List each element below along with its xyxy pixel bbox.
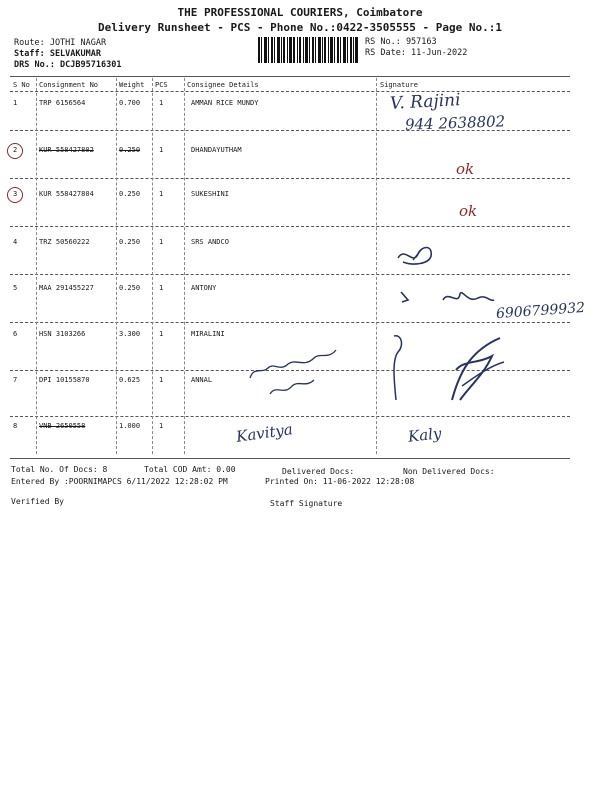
handwritten-ok-1: ok: [456, 160, 475, 178]
row-consignee: SRS ANDCO: [191, 238, 229, 246]
handwritten-phone-5: 6906799932: [495, 299, 586, 323]
row-weight: 0.250: [119, 190, 141, 198]
staff-label: Staff: SELVAKUMAR: [14, 49, 101, 59]
row-sno: 4: [13, 238, 18, 246]
col-header-signature: Signature: [380, 81, 418, 89]
printed-on: Printed On: 11-06-2022 12:28:08: [265, 477, 415, 486]
rs-number: RS No.: 957163: [365, 37, 437, 47]
column-divider: [376, 78, 377, 454]
barcode: [258, 37, 358, 63]
total-cod-amount: Total COD Amt: 0.00: [144, 465, 236, 474]
handwritten-signature-5: [398, 286, 498, 316]
column-divider: [36, 78, 37, 454]
delivered-docs: Delivered Docs:: [282, 467, 355, 476]
rs-date: RS Date: 11-Jun-2022: [365, 48, 468, 58]
handwritten-phone-1: 944 2638802: [404, 112, 506, 134]
verified-by: Verified By: [11, 497, 64, 506]
column-divider: [184, 78, 185, 454]
row-consignee: DHANDAYUTHAM: [191, 146, 242, 154]
row-sno: 2: [13, 146, 18, 154]
col-header-consignee: Consignee Details: [187, 81, 259, 89]
row-pcs: 1: [159, 238, 164, 246]
row-pcs: 1: [159, 190, 164, 198]
row-pcs: 1: [159, 376, 164, 384]
col-header-consignment: Consignment No: [39, 81, 99, 89]
route-label: Route: JOTHI NAGAR: [14, 38, 107, 48]
page-subtitle: Delivery Runsheet - PCS - Phone No.:0422-3505555 - Page No.:1: [98, 21, 502, 34]
row-divider: [10, 274, 570, 275]
row-consignment: TRZ 50560222: [39, 238, 90, 246]
row-consignee: MIRALINI: [191, 330, 225, 338]
column-divider: [116, 78, 117, 454]
row-consignment: VNB 2650558: [39, 422, 86, 430]
row-sno: 6: [13, 330, 18, 338]
row-consignment: KUR 558427802: [39, 146, 94, 154]
row-divider: [10, 322, 570, 323]
row-sno: 3: [13, 190, 18, 198]
handwritten-name-8: Kavitya: [235, 420, 294, 446]
handwritten-signature-7: [380, 330, 510, 410]
row-weight: 0.700: [119, 99, 141, 107]
column-divider: [152, 78, 153, 454]
handwritten-ok-2: ok: [459, 202, 478, 220]
row-pcs: 1: [159, 422, 164, 430]
handwritten-signature-1: V. Rajini: [389, 90, 462, 114]
table-header-divider: [10, 91, 570, 92]
col-header-weight: Weight: [119, 81, 145, 89]
page-title: THE PROFESSIONAL COURIERS, Coimbatore: [177, 6, 423, 19]
row-weight: 1.000: [119, 422, 141, 430]
row-weight: 0.250: [119, 238, 141, 246]
row-weight: 3.300: [119, 330, 141, 338]
entered-by: Entered By :POORNIMAPCS 6/11/2022 12:28:02 PM: [11, 477, 228, 486]
row-pcs: 1: [159, 146, 164, 154]
row-sno: 7: [13, 376, 18, 384]
row-divider: [10, 416, 570, 417]
total-docs: Total No. Of Docs: 8: [11, 465, 108, 474]
col-header-pcs: PCS: [155, 81, 168, 89]
row-consignment: KUR 558427804: [39, 190, 94, 198]
row-divider: [10, 226, 570, 227]
table-bottom-border: [10, 458, 570, 459]
row-pcs: 1: [159, 284, 164, 292]
col-header-sno: S No: [13, 81, 30, 89]
staff-signature-label: Staff Signature: [270, 499, 343, 508]
row-consignment: TRP 6156564: [39, 99, 86, 107]
handwritten-note-annal: [244, 338, 344, 404]
row-consignment: HSN 3103266: [39, 330, 86, 338]
row-pcs: 1: [159, 330, 164, 338]
row-consignee: ANTONY: [191, 284, 217, 292]
handwritten-signature-4: [393, 236, 443, 270]
row-sno: 1: [13, 99, 18, 107]
row-consignee: AMMAN RICE MUNDY: [191, 99, 259, 107]
drs-number: DRS No.: DCJB95716301: [14, 60, 122, 70]
row-sno: 5: [13, 284, 18, 292]
row-weight: 0.250: [119, 146, 141, 154]
row-consignee: ANNAL: [191, 376, 213, 384]
row-divider: [10, 178, 570, 179]
row-consignment: DPI 10155870: [39, 376, 90, 384]
row-consignment: MAA 291455227: [39, 284, 94, 292]
table-top-border: [10, 76, 570, 77]
row-consignee: SUKESHINI: [191, 190, 229, 198]
row-weight: 0.250: [119, 284, 141, 292]
row-pcs: 1: [159, 99, 164, 107]
row-weight: 0.625: [119, 376, 141, 384]
handwritten-signature-8: Kaly: [407, 424, 443, 446]
non-delivered-docs: Non Delivered Docs:: [403, 467, 495, 476]
row-sno: 8: [13, 422, 18, 430]
